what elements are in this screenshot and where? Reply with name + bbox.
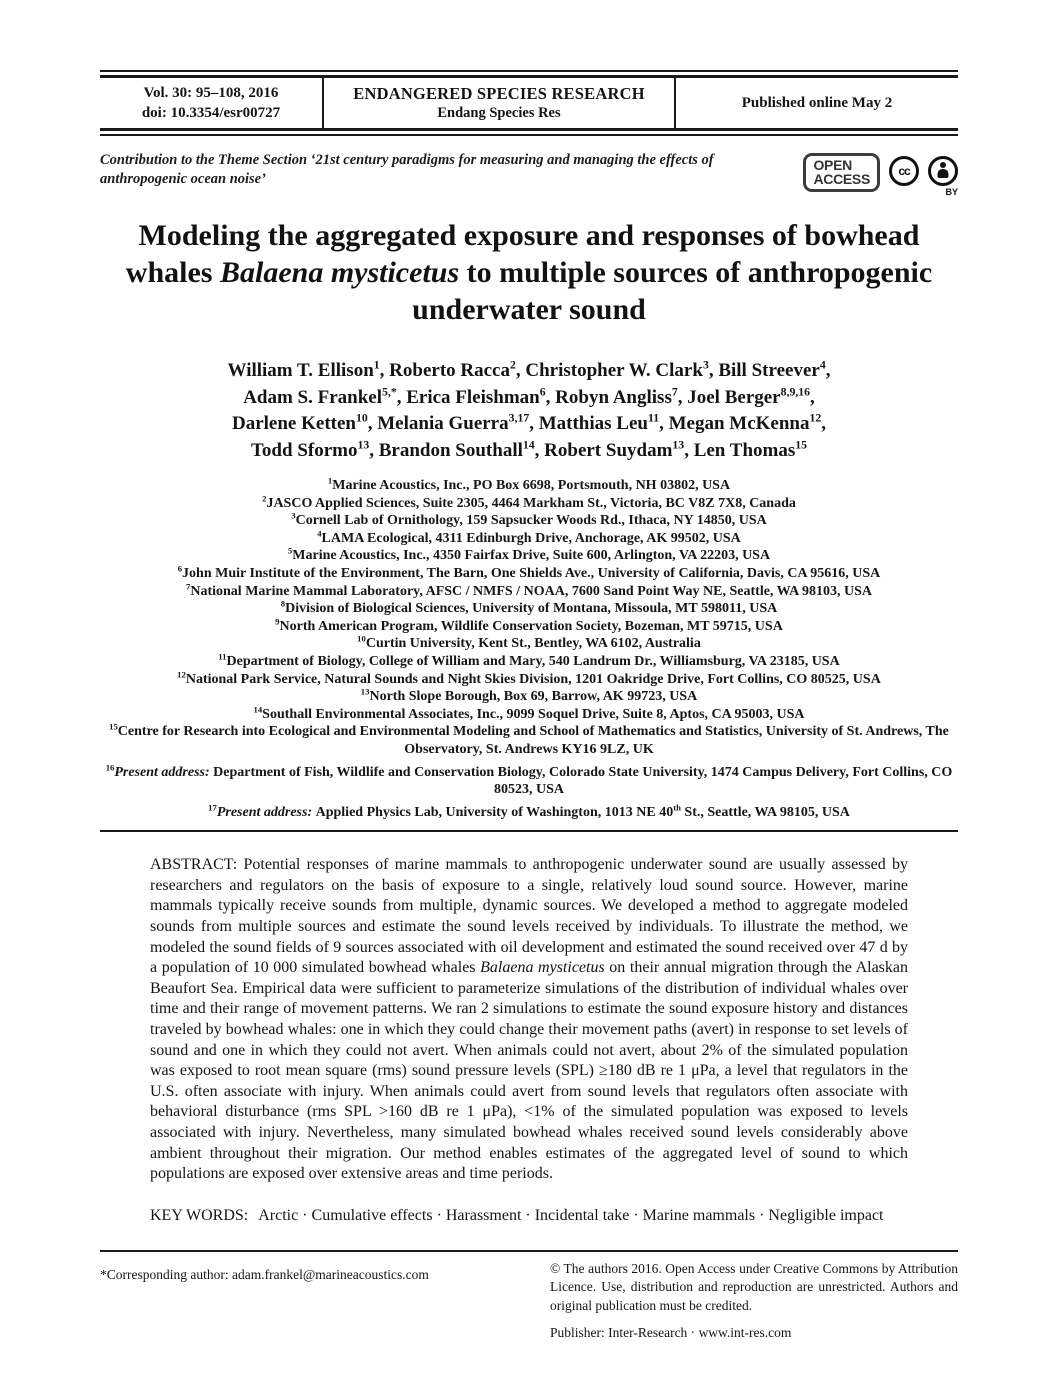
affiliation-line: $^7$National Marine Mammal Laboratory, AFSC / NMFS / NOAA, 7600 Sand Point Way NE, Seattle, WA 98103, USA [186, 580, 872, 599]
cc-by-icon [928, 156, 958, 197]
cc-glyph: cc [898, 164, 910, 178]
journal-abbrev: Endang Species Res [437, 105, 561, 121]
affiliation-line: $^{15}$Centre for Research into Ecological and Environmental Modeling and School of Mathematics and Statistics, University of St. Andrews, The Observatory, St. Andrews KY16 9LZ, UK [109, 721, 949, 757]
open-access-icon [803, 153, 880, 192]
affiliation-line: $^{13}$North Slope Borough, Box 69, Barrow, AK 99723, USA [360, 686, 698, 705]
journal-vol-line: Vol. 30: 95–108, 2016 [143, 85, 279, 101]
copyright-note: © The authors 2016. Open Access under Creative Commons by Attribution Licence. Use, distribution and reproduction are unrestricted. Authors and original publication must be credited. [550, 1260, 958, 1313]
cc-by-label: BY [945, 187, 958, 197]
corresponding-author-note [100, 1260, 530, 1343]
author-line: William T. Ellison$^1$, Roberto Racca$^2$, Christopher W. Clark$^3$, Bill Streever$^4$, [227, 358, 831, 381]
published-date: Published online May 2 [741, 94, 893, 111]
affiliation-line: $^3$Cornell Lab of Ornithology, 159 Sapsucker Woods Rd., Ithaca, NY 14850, USA [291, 510, 767, 529]
keywords-label: KEY WORDS: [150, 1206, 249, 1224]
page-footer [100, 1260, 958, 1343]
abstract-divider-rule [100, 830, 958, 832]
affiliation-line: $^8$Division of Biological Sciences, University of Montana, Missoula, MT 598011, USA [280, 598, 778, 617]
author-line: Adam S. Frankel$^{5,*}$, Erica Fleishman$^6$, Robyn Angliss$^7$, Joel Berger$^{8,9,16}$, [243, 385, 815, 408]
affiliation-line: $^{11}$Department of Biology, College of William and Mary, 540 Landrum Dr., Williamsburg, VA 23185, USA [218, 651, 840, 669]
affiliation-line: $^1$Marine Acoustics, Inc., PO Box 6698, Portsmouth, NH 03802, USA [327, 475, 731, 493]
journal-header-row [100, 78, 958, 128]
header-top-rule-thin [100, 70, 958, 72]
journal-name-cell [322, 78, 676, 128]
cc-by-person-icon [928, 156, 958, 186]
corresponding-author-label: *Corresponding author: [100, 1266, 232, 1282]
affiliation-line: $^4$LAMA Ecological, 4311 Edinburgh Drive, Anchorage, AK 99502, USA [317, 528, 741, 546]
footer-divider-rule [100, 1250, 958, 1252]
author-line: Darlene Ketten$^{10}$, Melania Guerra$^{3,17}$, Matthias Leu$^{11}$, Megan McKenna$^{12}$, [231, 411, 827, 434]
affiliation-line: $^{12}$National Park Service, Natural Sounds and Night Skies Division, 1201 Oakridge Drive, Fort Collins, CO 80525, USA [177, 668, 881, 687]
authors-block [100, 358, 958, 464]
journal-header [100, 70, 958, 136]
affiliation-line: $^6$John Muir Institute of the Environment, The Barn, One Shields Ave., University of California, Davis, CA 95616, USA [177, 563, 881, 581]
publisher-line [550, 1324, 958, 1343]
author-line: Todd Sformo$^{13}$, Brandon Southall$^{14}$, Robert Suydam$^{13}$, Len Thomas$^{15}$ [251, 438, 807, 461]
corresponding-author-email-link[interactable]: adam.frankel@marineacoustics.com [231, 1266, 429, 1282]
keywords-line [150, 1205, 908, 1226]
theme-section-note: Contribution to the Theme Section ‘21st century paradigms for measuring and managing the effects of anthropogenic ocean noise’ [100, 152, 714, 187]
journal-name: ENDANGERED SPECIES RESEARCH [353, 84, 645, 103]
affiliation-line: $^2$JASCO Applied Sciences, Suite 2305, 4464 Markham St., Victoria, BC V8Z 7X8, Canada [262, 492, 796, 511]
affiliation-line: $^5$Marine Acoustics, Inc., 4350 Fairfax Drive, Suite 600, Arlington, VA 22203, USA [287, 545, 771, 564]
journal-volume-cell [100, 78, 322, 128]
creative-commons-icon [889, 156, 919, 186]
theme-row [100, 151, 958, 197]
copyright-block [550, 1260, 958, 1343]
affiliation-line: $^{17}$Present address: Applied Physics Lab, University of Washington, 1013 NE 40th St., Seattle, WA 98105, USA [208, 802, 850, 820]
journal-doi-line: doi: 10.3354/esr00727 [141, 105, 281, 121]
affiliation-line: $^9$North American Program, Wildlife Conservation Society, Bozeman, MT 59715, USA [275, 616, 783, 634]
license-badges [803, 151, 958, 197]
paper-title: Modeling the aggregated exposure and responses of bowhead whales Balaena mysticetus to multiple sources of anthropogenic underwater sound [125, 219, 933, 326]
affiliation-line: $^{10}$Curtin University, Kent St., Bentley, WA 6102, Australia [357, 633, 701, 652]
affiliation-line: $^{14}$Southall Environmental Associates, Inc., 9099 Soquel Drive, Suite 8, Aptos, CA 95003, USA [253, 704, 805, 722]
header-bottom-rule-thin [100, 134, 958, 136]
open-access-label-bottom: ACCESS [813, 171, 870, 187]
publisher-url-link[interactable]: www.int-res.com [698, 1325, 792, 1341]
affiliation-line: $^{16}$Present address: Department of Fish, Wildlife and Conservation Biology, Colorado State University, 1474 Campus Delivery, Fort Collins, CO 80523, USA [105, 761, 953, 798]
publisher-label: Publisher: Inter-Research · [550, 1325, 699, 1341]
affiliations-block [100, 477, 958, 821]
published-cell [676, 90, 958, 117]
header-bottom-rule-thick [100, 128, 958, 131]
keywords-text: Arctic · Cumulative effects · Harassment · Incidental take · Marine mammals · Negligible impact [258, 1206, 884, 1224]
open-access-label-top: OPEN [813, 157, 852, 173]
abstract-text: ABSTRACT: Potential responses of marine mammals to anthropogenic underwater sound are usually assessed by researchers and regulators on the basis of exposure to a single, relatively loud sound source. However, marine mammals typically receive sounds from multiple, dynamic sources. We developed a method to aggregate modeled sounds from multiple sources and estimate the sound levels received by individuals. To illustrate the method, we modeled the sound fields of 9 sources associated with oil development and estimated the sound received over 47 d by a population of 10 000 simulated bowhead whales Balaena mysticetus on their annual migration through the Alaskan Beaufort Sea. Empirical data were sufficient to parameterize simulations of the distribution of individual whales over time and their range of movement patterns. We ran 2 simulations to estimate the sound exposure history and distances traveled by bowhead whales: one in which they could change their movement paths (avert) in response to set levels of sound and one in which they could not avert. When animals could not avert, about 2% of the simulated population was exposed to root mean square (rms) sound pressure levels (SPL) ≥180 dB re 1 μPa, a level that regulators in the U.S. often associate with injury. When animals could avert from sound levels that regulators often associate with behavioral disturbance (rms SPL >160 dB re 1 μPa), <1% of the simulated population was exposed to levels associated with injury. Nevertheless, many simulated bowhead whales received sound levels considerably above ambient throughout their migration. Our method enables estimates of the aggregated level of sound to which populations are exposed over extensive areas and time periods. [150, 856, 909, 1183]
